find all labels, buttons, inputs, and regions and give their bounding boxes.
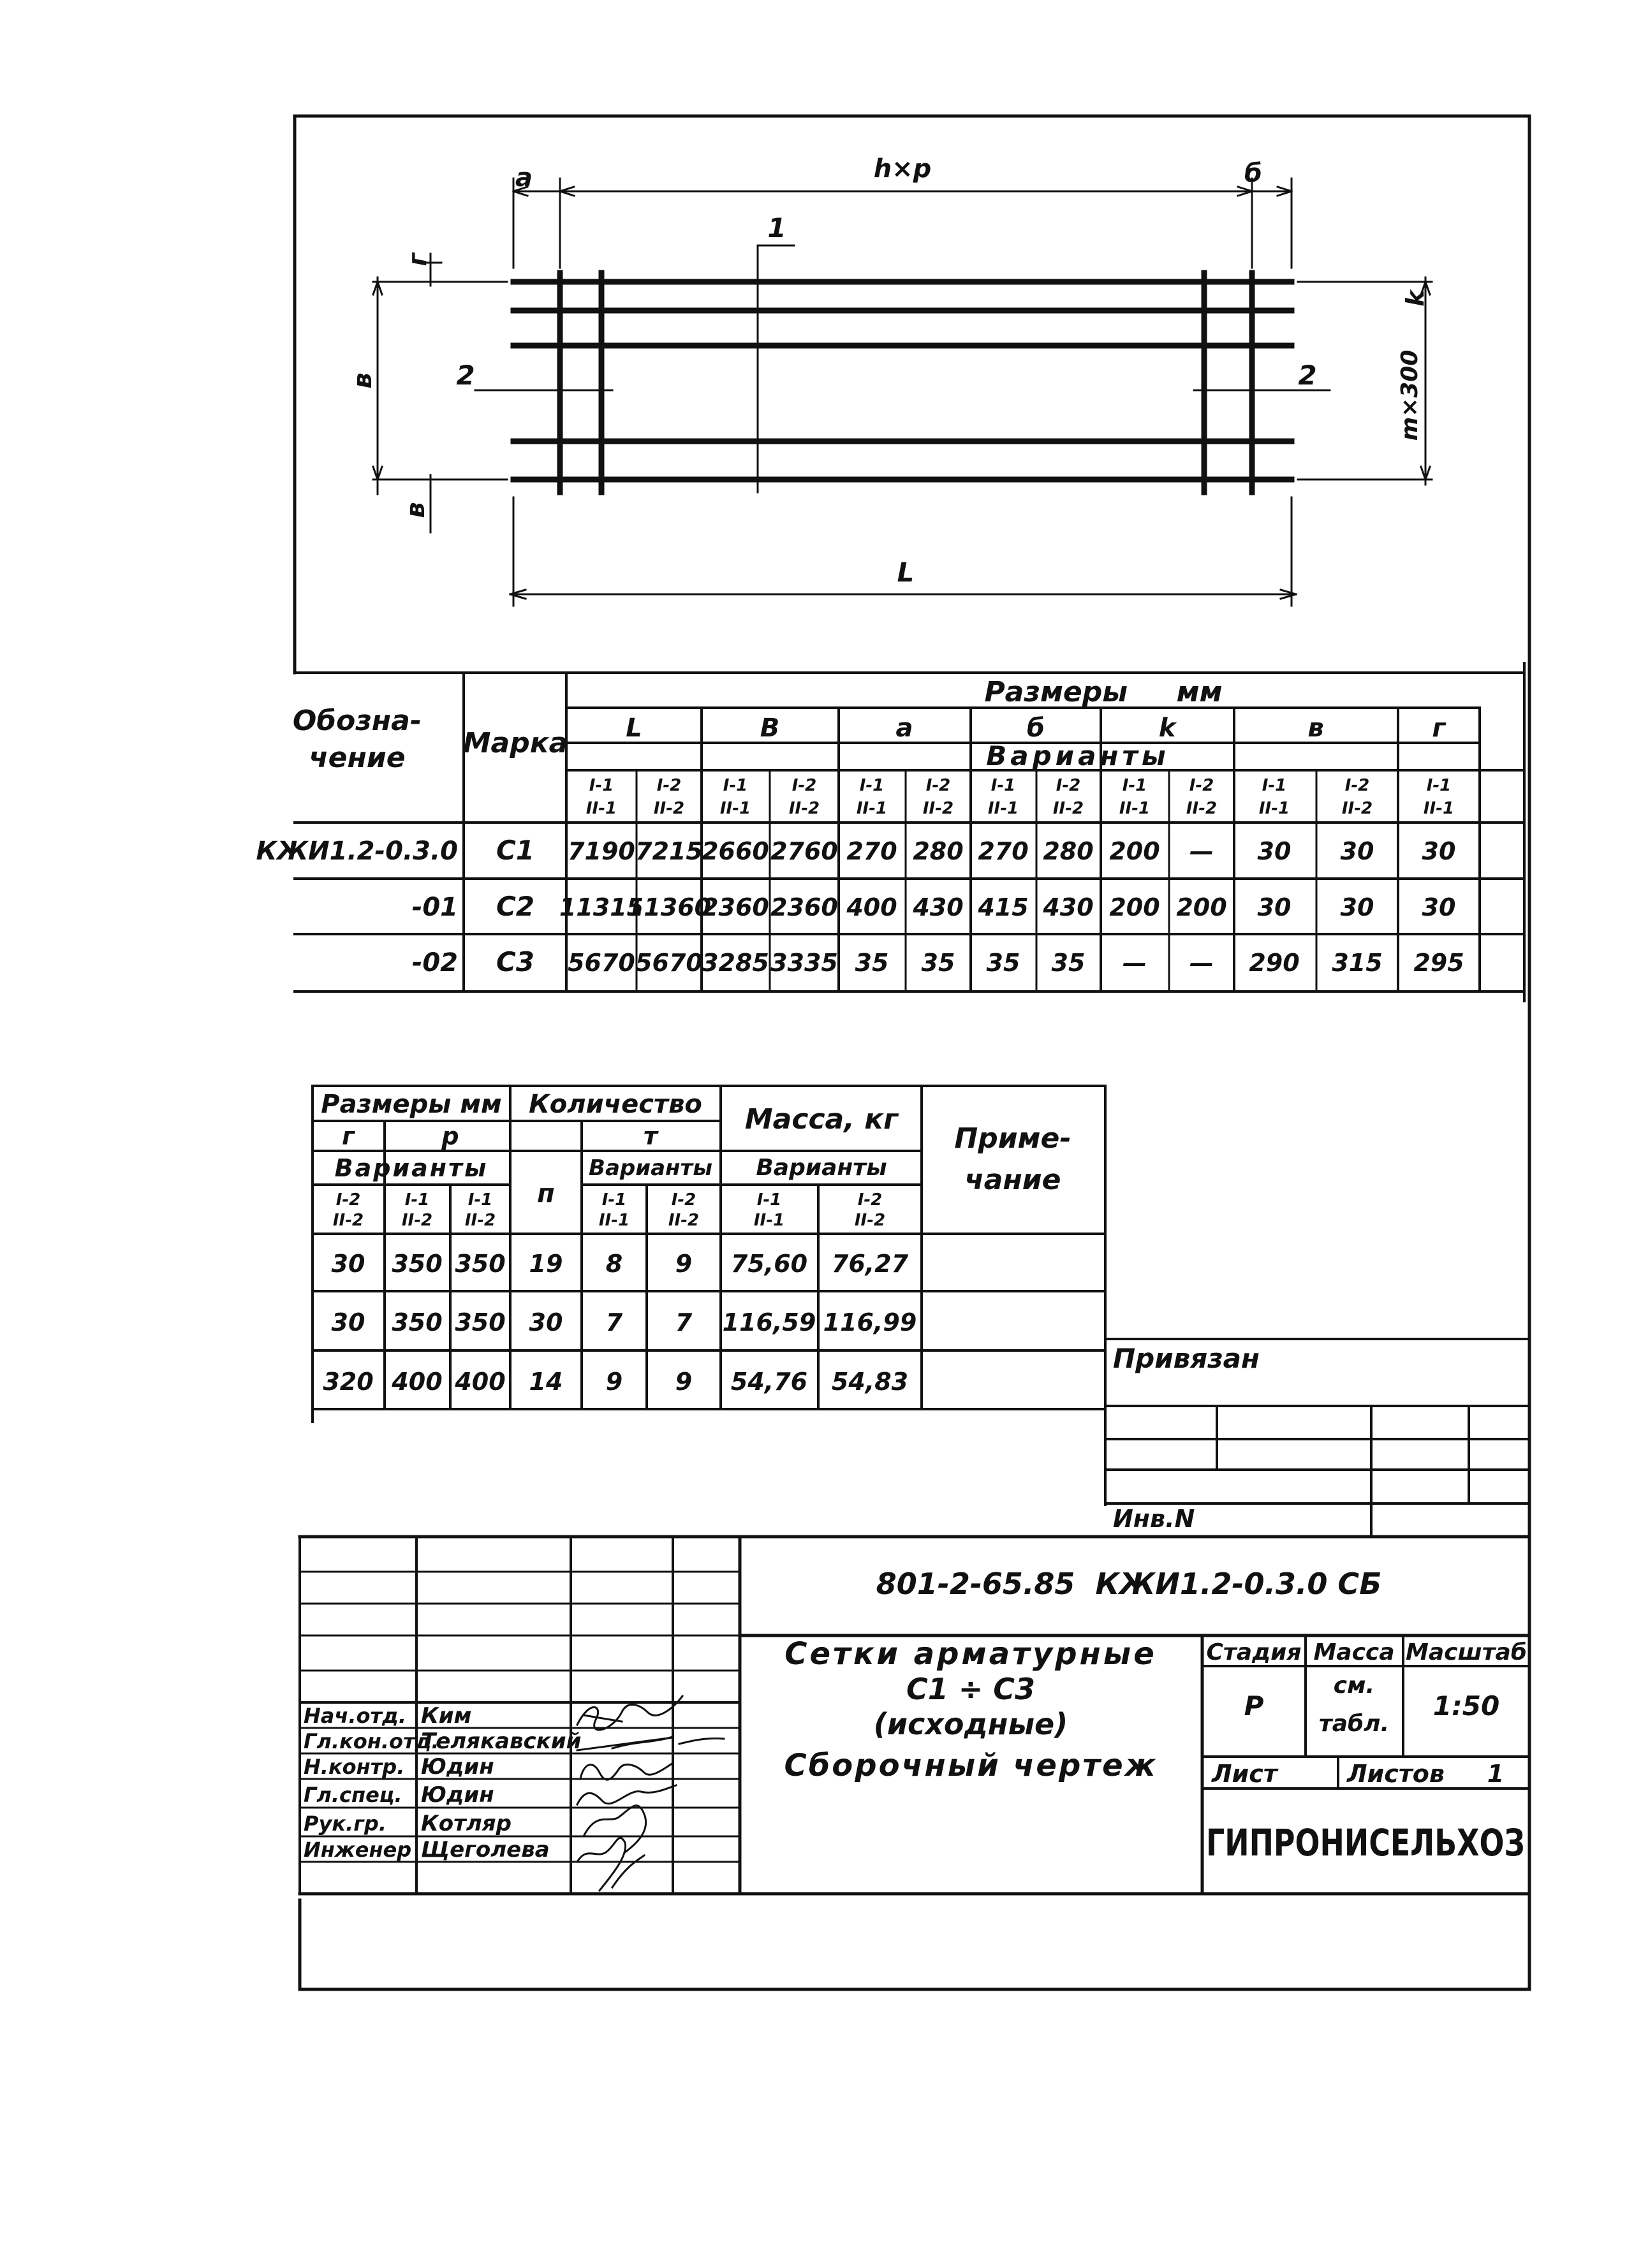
callout-2-left-label: 2 — [456, 360, 475, 391]
table-cell: — — [1189, 837, 1214, 865]
t2-head-g: г — [342, 1122, 355, 1150]
table-cell: 2760 — [770, 837, 838, 865]
t1-group-v: в — [1307, 713, 1324, 743]
dim-k-label: k — [1401, 290, 1429, 307]
stage-header: Стадия — [1206, 1639, 1302, 1665]
t2-sub-p2-2: II-2 — [464, 1211, 496, 1230]
callout-1-label: 1 — [767, 212, 786, 244]
variant-subheader-top: I-2 — [1344, 776, 1370, 795]
t2-head-m: т — [643, 1122, 658, 1150]
variant-subheader-bottom: II-2 — [1052, 799, 1084, 818]
variant-subheader-top: I-1 — [990, 776, 1016, 795]
row-mark: С2 — [496, 891, 535, 922]
t2-sub-g-2: II-2 — [332, 1211, 364, 1230]
table-cell: 116,99 — [823, 1308, 917, 1336]
table-cell: 350 — [455, 1250, 506, 1278]
row-mark: С3 — [496, 946, 535, 977]
t1-head-mark: Марка — [462, 727, 568, 759]
t1-head-designation-2: чение — [309, 742, 406, 774]
staff-name: Щеголева — [421, 1837, 550, 1862]
variant-subheader-top: I-1 — [859, 776, 885, 795]
t2-head-n: п — [537, 1179, 555, 1208]
table-cell: 11315 — [559, 893, 644, 921]
table-1-variant-subheaders — [586, 776, 1454, 818]
t2-sub-p2-1: I-1 — [467, 1190, 493, 1210]
variant-subheader-top: I-1 — [1426, 776, 1452, 795]
table-cell: 400 — [392, 1368, 443, 1396]
inventory-number-label: Инв.N — [1113, 1505, 1195, 1533]
variant-subheader-bottom: II-1 — [987, 799, 1019, 818]
t2-sub-mass1-2: II-1 — [753, 1211, 785, 1230]
table-cell: 415 — [978, 893, 1029, 921]
t1-head-sizes: Размеры мм — [984, 676, 1223, 708]
t2-sub-p1-1: I-1 — [404, 1190, 430, 1210]
drawing-name-3: (исходные) — [873, 1707, 1068, 1741]
dim-m300-label: m×300 — [1397, 349, 1423, 441]
mass-value-2: табл. — [1318, 1711, 1390, 1737]
t1-group-a: а — [895, 713, 913, 743]
table-cell: 400 — [846, 893, 897, 921]
t1-group-B: В — [760, 713, 780, 743]
table-cell: 2360 — [770, 893, 838, 921]
table-1 — [293, 676, 1447, 774]
table-cell: 2660 — [702, 837, 769, 865]
table-cell: 350 — [392, 1250, 443, 1278]
table-cell: 350 — [392, 1308, 443, 1336]
table-cell: 400 — [455, 1368, 506, 1396]
table-cell: 2360 — [702, 893, 769, 921]
t2-sub-mass1-1: I-1 — [756, 1190, 782, 1210]
table-cell: 350 — [455, 1308, 506, 1336]
mass-header: Масса — [1313, 1639, 1395, 1665]
staff-name: Телякавский — [421, 1729, 582, 1754]
table-cell: 9 — [605, 1368, 623, 1396]
table-cell: 54,83 — [831, 1368, 909, 1396]
callout-2-right-label: 2 — [1298, 360, 1317, 391]
t2-head-count: Количество — [529, 1090, 702, 1119]
dim-g-label: г — [403, 252, 432, 267]
variant-subheader-bottom: II-2 — [788, 799, 820, 818]
table-cell: 75,60 — [730, 1250, 808, 1278]
t2-sub-mass2-1: I-2 — [857, 1190, 883, 1210]
table-cell: 5670 — [568, 949, 635, 977]
table-cell: 35 — [1051, 949, 1086, 977]
table-cell: 54,76 — [730, 1368, 808, 1396]
t2-head-mass-variants: Варианты — [756, 1155, 887, 1181]
t2-head-sizes: Размеры мм — [321, 1090, 502, 1119]
table-cell: 7 — [675, 1308, 693, 1336]
variant-subheader-top: I-2 — [791, 776, 817, 795]
table-cell: — — [1189, 949, 1214, 977]
dim-a-label: a — [515, 163, 533, 193]
dim-b-label: б — [1244, 159, 1262, 188]
t2-sub-m2-2: II-2 — [668, 1211, 700, 1230]
document-code: 801-2-65.85 КЖИ1.2-0.3.0 СБ — [876, 1567, 1382, 1601]
scale-value: 1:50 — [1432, 1690, 1500, 1722]
table-cell: 19 — [529, 1250, 563, 1278]
table-cell: 30 — [1257, 837, 1292, 865]
staff-role: Н.контр. — [304, 1755, 405, 1779]
dim-v-label: в — [348, 372, 378, 389]
table-cell: 430 — [1043, 893, 1094, 921]
table-cell: 9 — [675, 1250, 693, 1278]
t1-group-k: k — [1158, 713, 1176, 743]
row-designation: -01 — [411, 893, 458, 922]
table-cell: 30 — [331, 1250, 365, 1278]
table-cell: 200 — [1176, 893, 1227, 921]
variant-subheader-bottom: II-2 — [653, 799, 685, 818]
sheets-value: 1 — [1487, 1760, 1505, 1788]
t2-head-m-variants: Варианты — [589, 1155, 712, 1181]
table-cell: 280 — [1043, 837, 1094, 865]
table-cell: 30 — [1340, 893, 1374, 921]
table-cell: 30 — [1340, 837, 1374, 865]
t2-head-mass: Масса, кг — [744, 1103, 899, 1136]
variant-subheader-top: I-2 — [656, 776, 682, 795]
t1-head-variants: Варианты — [986, 740, 1170, 772]
dim-L-label: L — [897, 557, 915, 588]
variant-subheader-top: I-2 — [925, 776, 951, 795]
variant-subheader-top: I-1 — [1122, 776, 1147, 795]
variant-subheader-bottom: II-2 — [1341, 799, 1373, 818]
mesh-drawing — [373, 179, 1432, 606]
table-cell: 30 — [1257, 893, 1292, 921]
table-cell: 430 — [913, 893, 964, 921]
table-cell: 30 — [1422, 837, 1456, 865]
variant-subheader-bottom: II-1 — [856, 799, 888, 818]
table-cell: 30 — [529, 1308, 563, 1336]
variant-subheader-top: I-2 — [1189, 776, 1214, 795]
table-cell: 200 — [1109, 893, 1160, 921]
t2-sub-p1-2: II-2 — [401, 1211, 433, 1230]
variant-subheader-bottom: II-1 — [585, 799, 617, 818]
dim-hp-label: h×p — [873, 154, 932, 184]
row-mark: С1 — [496, 835, 535, 866]
staff-name: Юдин — [421, 1782, 494, 1808]
variant-subheader-bottom: II-2 — [1186, 799, 1218, 818]
table-cell: 5670 — [635, 949, 703, 977]
staff-role: Инженер — [304, 1838, 412, 1862]
table-cell: 295 — [1413, 949, 1464, 977]
table-cell: 116,59 — [722, 1308, 816, 1336]
table-cell: 270 — [978, 837, 1029, 865]
table-cell: 30 — [1422, 893, 1456, 921]
table-cell: 320 — [323, 1368, 374, 1396]
table-cell: 76,27 — [831, 1250, 909, 1278]
row-designation: КЖИ1.2-0.3.0 — [256, 837, 458, 866]
staff-role: Гл.спец. — [304, 1783, 402, 1807]
table-cell: 200 — [1109, 837, 1160, 865]
drawing-name-1: Сетки арматурные — [784, 1636, 1157, 1672]
mass-value-1: см. — [1333, 1672, 1375, 1699]
t1-head-designation-1: Обозна- — [292, 705, 422, 737]
row-designation: -02 — [411, 948, 458, 977]
staff-name: Котляр — [421, 1811, 512, 1836]
table-cell: 7215 — [635, 837, 703, 865]
table-2-rows — [323, 1250, 917, 1396]
title-block — [784, 1567, 1527, 1864]
variant-subheader-top: I-1 — [589, 776, 614, 795]
scale-header: Масштаб — [1406, 1639, 1527, 1665]
table-cell: 11360 — [626, 893, 712, 921]
table-cell: 315 — [1332, 949, 1383, 977]
drawing-labels — [348, 154, 1429, 588]
t1-group-L: L — [626, 713, 642, 743]
staff-role: Нач.отд. — [304, 1704, 407, 1728]
table-cell: 280 — [913, 837, 964, 865]
t2-head-note-1: Приме- — [954, 1122, 1071, 1155]
stage-value: Р — [1244, 1690, 1264, 1722]
variant-subheader-top: I-1 — [1262, 776, 1287, 795]
table-cell: 270 — [846, 837, 897, 865]
table-cell: 35 — [986, 949, 1020, 977]
sheet-label: Лист — [1212, 1760, 1277, 1788]
staff-role: Гл.кон.отд. — [304, 1729, 439, 1753]
t2-sub-g-1: I-2 — [335, 1190, 361, 1210]
t2-head-note-2: чание — [964, 1164, 1061, 1196]
table-cell: 30 — [331, 1308, 365, 1336]
table-cell: 7 — [605, 1308, 623, 1336]
organization-name: ГИПРОНИСЕЛЬХОЗ — [1206, 1821, 1525, 1864]
variant-subheader-bottom: II-1 — [1258, 799, 1290, 818]
t1-group-g: г — [1432, 713, 1446, 743]
variant-subheader-bottom: II-1 — [1119, 799, 1151, 818]
variant-subheader-bottom: II-1 — [719, 799, 751, 818]
dim-v2-label: в — [401, 502, 431, 518]
table-cell: 9 — [675, 1368, 693, 1396]
table-cell: 7190 — [568, 837, 635, 865]
drawing-name-2: С1 ÷ С3 — [906, 1672, 1036, 1706]
drawing-name-4: Сборочный чертеж — [784, 1748, 1158, 1783]
table-cell: 8 — [605, 1250, 623, 1278]
staff-role: Рук.гр. — [304, 1811, 387, 1836]
t2-head-p: р — [441, 1122, 459, 1150]
t2-sub-m1-1: I-1 — [601, 1190, 627, 1210]
variant-subheader-bottom: II-1 — [1423, 799, 1455, 818]
t2-head-variants: Варианты — [334, 1154, 489, 1182]
t1-group-b: б — [1027, 713, 1045, 743]
table-cell: 35 — [921, 949, 955, 977]
variant-subheader-bottom: II-2 — [922, 799, 954, 818]
variant-subheader-top: I-1 — [723, 776, 748, 795]
sheets-label: Листов — [1347, 1760, 1445, 1788]
table-cell: 3285 — [702, 949, 769, 977]
table-1-rows — [256, 835, 1464, 977]
table-cell: 35 — [855, 949, 889, 977]
t2-sub-m1-2: II-1 — [598, 1211, 630, 1230]
table-2 — [321, 1090, 1071, 1230]
table-cell: 14 — [529, 1368, 563, 1396]
staff-name: Юдин — [421, 1754, 494, 1780]
table-cell: 3335 — [770, 949, 838, 977]
table-cell: 290 — [1249, 949, 1300, 977]
table-cell: — — [1123, 949, 1147, 977]
staff-name: Ким — [421, 1703, 472, 1729]
t2-sub-mass2-2: II-2 — [854, 1211, 886, 1230]
variant-subheader-top: I-2 — [1056, 776, 1081, 795]
binding-title: Привязан — [1113, 1343, 1260, 1374]
t2-sub-m2-1: I-2 — [671, 1190, 696, 1210]
